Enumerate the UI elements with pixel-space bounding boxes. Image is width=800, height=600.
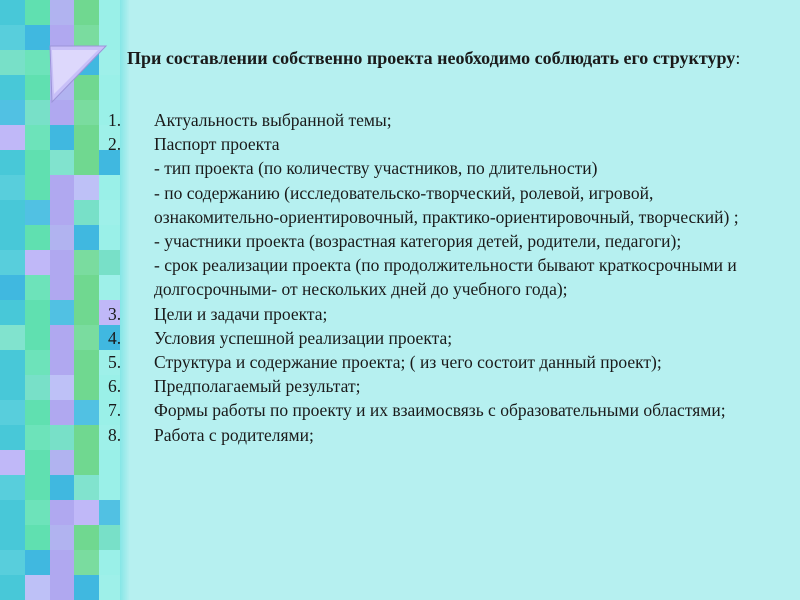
mosaic-tile [25, 200, 50, 225]
mosaic-tile [0, 550, 25, 575]
mosaic-tile [25, 300, 50, 325]
mosaic-tile [25, 475, 50, 500]
mosaic-tile [74, 375, 99, 400]
mosaic-tile [0, 75, 25, 100]
mosaic-tile [0, 175, 25, 200]
mosaic-tile [50, 225, 75, 250]
mosaic-tile [0, 225, 25, 250]
mosaic-tile [25, 425, 50, 450]
mosaic-tile [50, 425, 75, 450]
mosaic-tile [25, 325, 50, 350]
mosaic-tile [50, 175, 75, 200]
mosaic-tile [0, 50, 25, 75]
mosaic-tile [0, 200, 25, 225]
mosaic-tile [74, 475, 99, 500]
mosaic-tile [74, 0, 99, 25]
mosaic-tile [74, 325, 99, 350]
mosaic-tile [0, 325, 25, 350]
item-text: Цели и задачи проекта; [154, 303, 328, 324]
item-text: Актуальность выбранной темы; [154, 110, 392, 130]
mosaic-tile [0, 300, 25, 325]
mosaic-tile [74, 250, 99, 275]
mosaic-tile [25, 575, 50, 600]
mosaic-tile [25, 175, 50, 200]
sub-item: - тип проекта (по количеству участников, по длительности) [154, 158, 598, 179]
mosaic-tile [25, 250, 50, 275]
mosaic-tile [25, 0, 50, 25]
item-text: Паспорт проекта [154, 134, 280, 155]
sub-item: - срок реализации проекта (по продолжительности бывают краткосрочными и долгосрочными- от нескольких дней до учебного года); [154, 255, 737, 300]
mosaic-tile [50, 350, 75, 375]
heading-colon: : [735, 48, 741, 68]
sub-item: - по содержанию (исследовательско-творческий, ролевой, игровой, ознакомительно-ориентировочный, практико-ориентировочный, творческий) ; [154, 182, 739, 227]
list-item [108, 132, 768, 301]
mosaic-tile [0, 450, 25, 475]
mosaic-tile [74, 500, 99, 525]
mosaic-tile [25, 500, 50, 525]
mosaic-tile [50, 475, 75, 500]
mosaic-tile [25, 375, 50, 400]
mosaic-tile [50, 550, 75, 575]
mosaic-tile [74, 575, 99, 600]
mosaic-tile [50, 250, 75, 275]
mosaic-tile [74, 525, 99, 550]
mosaic-tile [0, 0, 25, 25]
mosaic-tile [50, 275, 75, 300]
item-number: 4. [108, 327, 122, 348]
mosaic-tile [0, 100, 25, 125]
mosaic-tile [50, 575, 75, 600]
mosaic-tile [50, 300, 75, 325]
mosaic-tile [25, 150, 50, 175]
mosaic-tile [0, 575, 25, 600]
item-text: Условия успешной реализации проекта; [154, 327, 453, 348]
mosaic-tile [74, 175, 99, 200]
mosaic-tile [25, 525, 50, 550]
mosaic-tile [74, 450, 99, 475]
mosaic-tile [50, 500, 75, 525]
list-item [108, 326, 768, 350]
list-item [108, 398, 768, 422]
item-number: 3. [108, 303, 122, 324]
mosaic-tile [74, 150, 99, 175]
mosaic-tile [50, 0, 75, 25]
item-text: Предполагаемый результат; [154, 376, 361, 397]
structure-list [108, 108, 768, 447]
mosaic-tile [0, 400, 25, 425]
mosaic-tile [25, 225, 50, 250]
list-item [108, 302, 768, 326]
mosaic-tile [0, 125, 25, 150]
mosaic-tile [25, 450, 50, 475]
mosaic-tile [25, 275, 50, 300]
mosaic-tile [0, 250, 25, 275]
item-text: Структура и содержание проекта; ( из чего состоит данный проект); [154, 352, 662, 373]
mosaic-tile [0, 275, 25, 300]
mosaic-tile [74, 300, 99, 325]
item-text: Формы работы по проекту и их взаимосвязь с образовательными областями; [154, 400, 726, 421]
mosaic-tile [50, 375, 75, 400]
list-item [108, 108, 768, 132]
mosaic-tile [50, 125, 75, 150]
mosaic-tile [50, 150, 75, 175]
heading-text: При составлении собственно проекта необходимо соблюдать его структуру [127, 48, 736, 68]
mosaic-tile [0, 525, 25, 550]
list-item [108, 423, 768, 447]
item-number: 7. [108, 400, 122, 421]
list-item [108, 374, 768, 398]
item-number: 5. [108, 352, 122, 373]
mosaic-tile [25, 400, 50, 425]
mosaic-tile [0, 475, 25, 500]
mosaic-tile [0, 350, 25, 375]
mosaic-tile [25, 550, 50, 575]
mosaic-tile [74, 200, 99, 225]
mosaic-tile [50, 325, 75, 350]
item-text: Работа с родителями; [154, 424, 314, 445]
mosaic-tile [50, 525, 75, 550]
mosaic-tile [74, 425, 99, 450]
slide-heading [127, 46, 787, 71]
mosaic-tile [0, 150, 25, 175]
item-number: 2. [108, 134, 122, 155]
mosaic-tile [25, 125, 50, 150]
mosaic-tile [25, 350, 50, 375]
mosaic-tile [0, 500, 25, 525]
mosaic-tile [50, 200, 75, 225]
mosaic-tile [74, 350, 99, 375]
mosaic-tile [0, 25, 25, 50]
item-number: 1. [108, 110, 122, 130]
mosaic-tile [74, 550, 99, 575]
mosaic-tile [74, 400, 99, 425]
list-item [108, 350, 768, 374]
mosaic-tile [0, 425, 25, 450]
item-number: 6. [108, 376, 122, 397]
mosaic-tile [74, 225, 99, 250]
mosaic-tile [50, 400, 75, 425]
mosaic-tile [0, 375, 25, 400]
item-number: 8. [108, 424, 122, 445]
mosaic-tile [74, 125, 99, 150]
sub-item: - участники проекта (возрастная категория детей, родители, педагоги); [154, 231, 682, 252]
mosaic-tile [50, 450, 75, 475]
triangle-arrow-icon [44, 42, 108, 106]
mosaic-tile [74, 275, 99, 300]
